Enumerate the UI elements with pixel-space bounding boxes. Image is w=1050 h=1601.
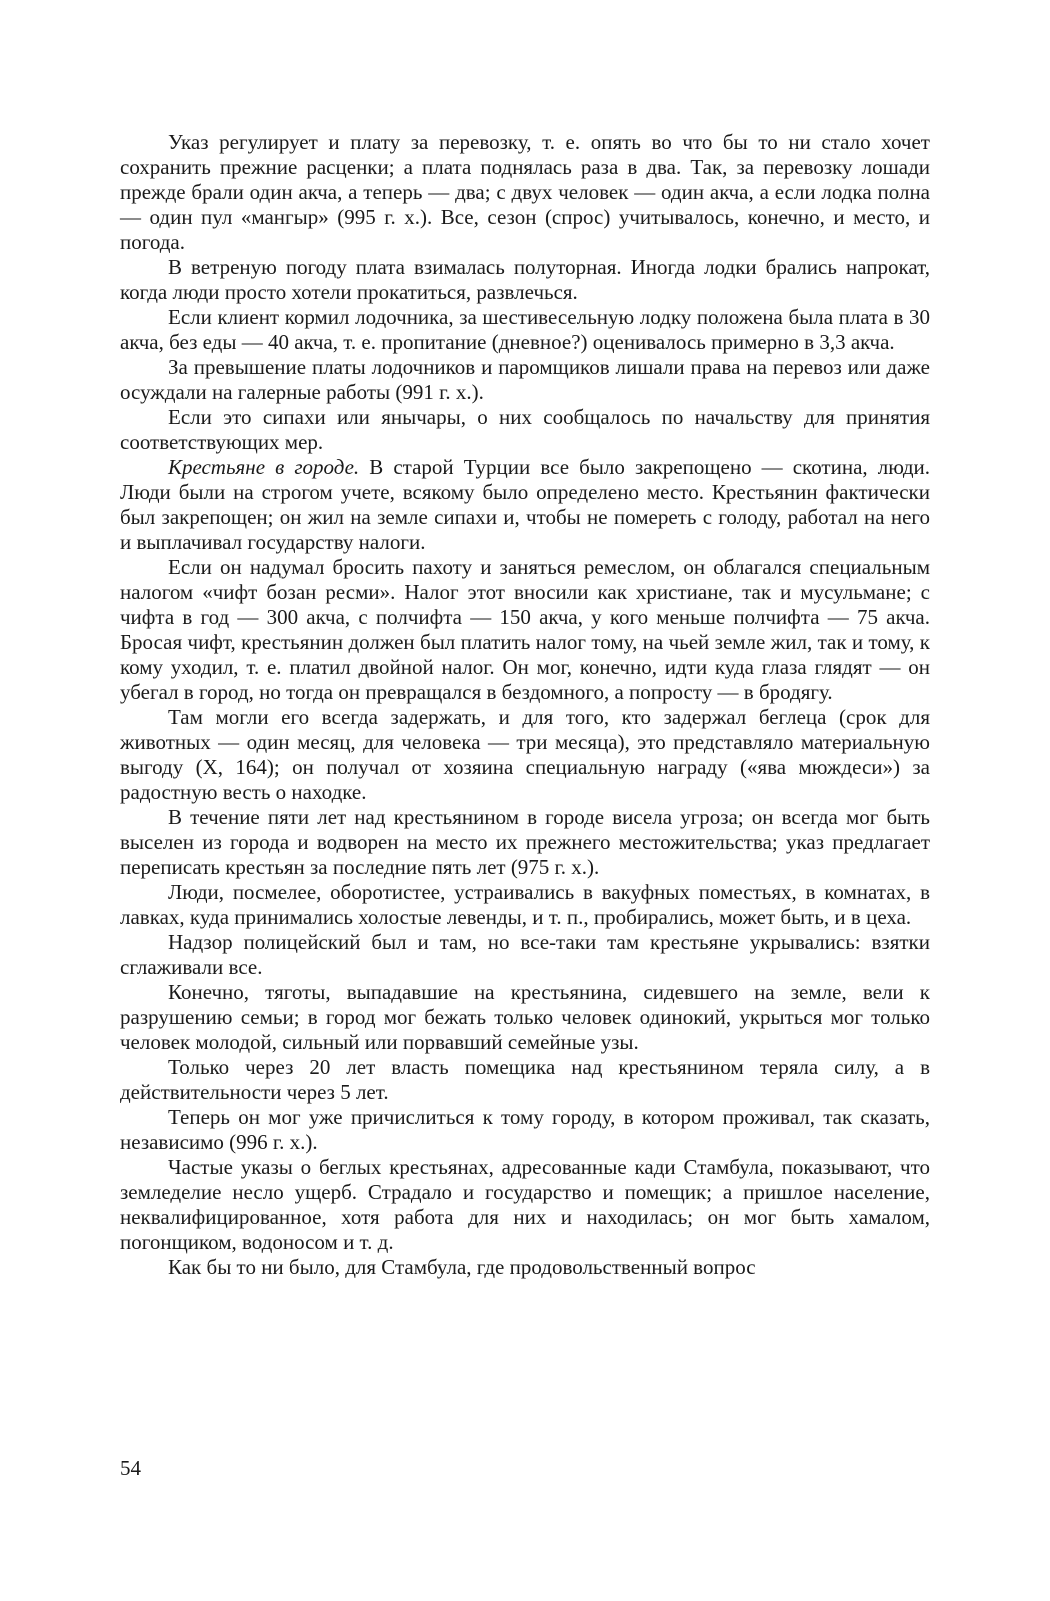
paragraph-14: [120, 1105, 930, 1155]
page-body: [120, 130, 930, 1280]
paragraph-text: В старой Турции все было закрепощено — скотина, люди. Люди были на строгом учете, всякому было определено место. Крестьянин фактически был закрепощен; он жил на земле сипахи и, чтобы не помереть с голоду, работал на него и выплачивал государству налоги.: [120, 455, 930, 554]
paragraph-15: [120, 1155, 930, 1255]
paragraph-1: [120, 130, 930, 255]
paragraph-text: Если он надумал бросить пахоту и заняться ремеслом, он облагался специальным налогом «чифт бозан ресми». Налог этот вносили как христиане, так и мусульмане; с чифта в год — 300 акча, с полчифта — 150 акча, у кого меньше полчифта — 75 акча. Бросая чифт, крестьянин должен был платить налог тому, на чьей земле жил, так и тому, к кому уходил, т. е. платил двойной налог. Он мог, конечно, идти куда глаза глядят — он убегал в город, но тогда он превращался в бездомного, а попросту — в бродягу.: [120, 555, 930, 704]
paragraph-8: [120, 705, 930, 805]
paragraph-2: [120, 255, 930, 305]
paragraph-text: В течение пяти лет над крестьянином в городе висела угроза; он всегда мог быть выселен из города и водворен на место их прежнего местожительства; указ предлагает переписать крестьян за последние пять лет (975 г. х.).: [120, 805, 930, 879]
paragraph-11: [120, 930, 930, 980]
paragraph-13: [120, 1055, 930, 1105]
paragraph-text: В ветреную погоду плата взималась полуторная. Иногда лодки брались напрокат, когда люди просто хотели прокатиться, развлечься.: [120, 255, 930, 304]
paragraph-text: Надзор полицейский был и там, но все-таки там крестьяне укрывались: взятки сглаживали все.: [120, 930, 930, 979]
paragraph-text: За превышение платы лодочников и паромщиков лишали права на перевоз или даже осуждали на галерные работы (991 г. х.).: [120, 355, 930, 404]
paragraph-12: [120, 980, 930, 1055]
paragraph-5: [120, 405, 930, 455]
section-heading-peasants-in-city: Крестьяне в городе.: [168, 455, 360, 479]
paragraph-text: Люди, посмелее, оборотистее, устраивались в вакуфных поместьях, в комнатах, в лавках, куда принимались холостые левенды, и т. п., пробирались, может быть, и в цеха.: [120, 880, 930, 929]
paragraph-9: [120, 805, 930, 880]
paragraph-text: Конечно, тяготы, выпадавшие на крестьянина, сидевшего на земле, вели к разрушению семьи; в город мог бежать только человек одинокий, укрыться мог только человек молодой, сильный или порвавший семейные узы.: [120, 980, 930, 1054]
paragraph-16: [120, 1255, 930, 1280]
page-number: 54: [120, 1456, 141, 1480]
paragraph-text: Указ регулирует и плату за перевозку, т. е. опять во что бы то ни стало хочет сохранить прежние расценки; а плата поднялась раза в два. Так, за перевозку лошади прежде брали один акча, а теперь — два; с двух человек — один акча, а если лодка полна — один пул «мангыр» (995 г. х.). Все, сезон (спрос) учитывалось, конечно, и место, и погода.: [120, 130, 930, 254]
paragraph-4: [120, 355, 930, 405]
paragraph-text: Там могли его всегда задержать, и для того, кто задержал беглеца (срок для животных — один месяц, для человека — три месяца), это представляло материальную выгоду (X, 164); он получал от хозяина специальную награду («ява мюждеси») за радостную весть о находке.: [120, 705, 930, 804]
paragraph-3: [120, 305, 930, 355]
paragraph-text: Как бы то ни было, для Стамбула, где продовольственный вопрос: [168, 1255, 756, 1279]
paragraph-6: [120, 455, 930, 555]
paragraph-text: Только через 20 лет власть помещика над крестьянином теряла силу, а в действительности через 5 лет.: [120, 1055, 930, 1104]
paragraph-text: Теперь он мог уже причислиться к тому городу, в котором проживал, так сказать, независимо (996 г. х.).: [120, 1105, 930, 1154]
paragraph-7: [120, 555, 930, 705]
paragraph-text: Частые указы о беглых крестьянах, адресованные кади Стамбула, показывают, что земледелие несло ущерб. Страдало и государство и помещик; а пришлое население, неквалифицированное, хотя работа для них и находилась; он мог быть хамалом, погонщиком, водоносом и т. д.: [120, 1155, 930, 1254]
paragraph-text: Если клиент кормил лодочника, за шестивесельную лодку положена была плата в 30 акча, без еды — 40 акча, т. е. пропитание (дневное?) оценивалось примерно в 3,3 акча.: [120, 305, 930, 354]
paragraph-10: [120, 880, 930, 930]
paragraph-text: Если это сипахи или янычары, о них сообщалось по начальству для принятия соответствующих мер.: [120, 405, 930, 454]
